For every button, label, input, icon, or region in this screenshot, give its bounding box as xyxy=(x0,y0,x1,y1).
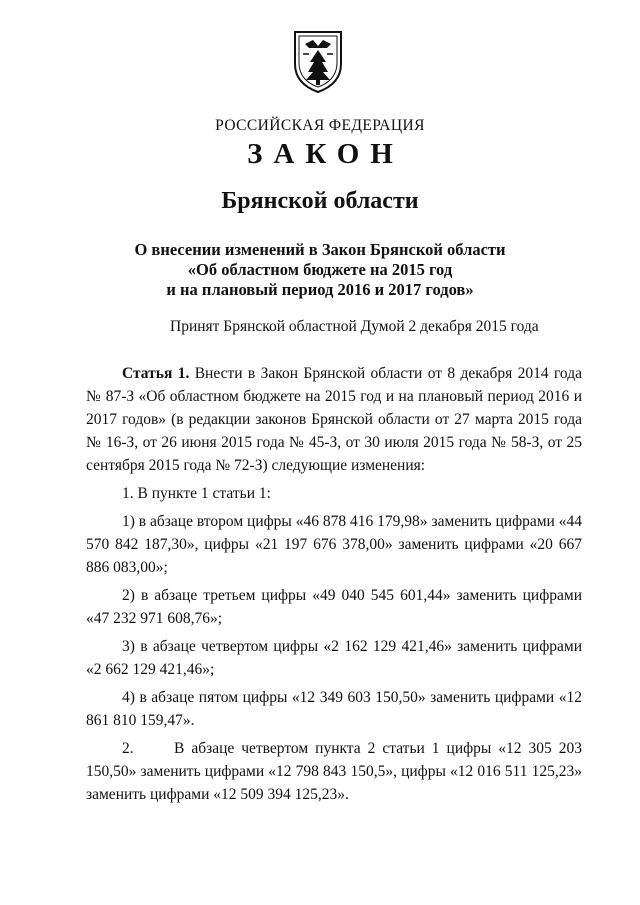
bryansk-coat-of-arms-icon xyxy=(291,28,345,94)
subitem-4: 4) в абзаце пятом цифры «12 349 603 150,50» заменить цифрами «12 861 810 159,47». xyxy=(86,689,582,729)
item-1-heading: 1. В пункте 1 статьи 1: xyxy=(122,485,271,502)
law-title-line: «Об областном бюджете на 2015 год xyxy=(187,260,453,279)
subitem-3: 3) в абзаце четвертом цифры «2 162 129 421,46» заменить цифрами «2 662 129 421,46»; xyxy=(86,638,582,678)
article-body xyxy=(86,362,582,811)
country-heading: РОССИЙСКАЯ ФЕДЕРАЦИЯ xyxy=(215,117,425,134)
adoption-note: Принят Брянской областной Думой 2 декабря 2015 года xyxy=(170,318,539,335)
law-title-line: О внесении изменений в Закон Брянской области xyxy=(134,240,506,259)
article-intro xyxy=(86,362,582,477)
document-type-heading: ЗАКОН xyxy=(247,138,404,170)
law-title xyxy=(0,240,640,300)
item-2-text: В абзаце четвертом пункта 2 статьи 1 цифры «12 305 203 150,50» заменить цифрами «12 798 843 150,5», цифры «12 016 511 125,23» заменить цифрами «12 509 394 125,23». xyxy=(86,740,582,803)
law-title-line: и на плановый период 2016 и 2017 годов» xyxy=(166,280,474,299)
article-label: Статья 1. xyxy=(122,365,190,382)
subitem-2: 2) в абзаце третьем цифры «49 040 545 601,44» заменить цифрами «47 232 971 608,76»; xyxy=(86,587,582,627)
article-intro-text: Внести в Закон Брянской области от 8 декабря 2014 года № 87-З «Об областном бюджете на 2015 год и на плановый период 2016 и 2017 годов» (в редакции законов Брянской области от 27 марта 2015 года № 16-З, от 26 июня 2015 года № 45-З, от 30 июля 2015 года № 58-З, от 25 сентября 2015 года № 72-З) следующие изменения: xyxy=(86,365,583,474)
subitem-1: 1) в абзаце втором цифры «46 878 416 179,98» заменить цифрами «44 570 842 187,30», цифры «21 197 676 378,00» заменить цифрами «20 667 886 083,00»; xyxy=(86,513,582,576)
item-2 xyxy=(86,737,582,806)
region-heading: Брянской области xyxy=(221,188,419,214)
item-2-number: 2. xyxy=(122,740,134,757)
